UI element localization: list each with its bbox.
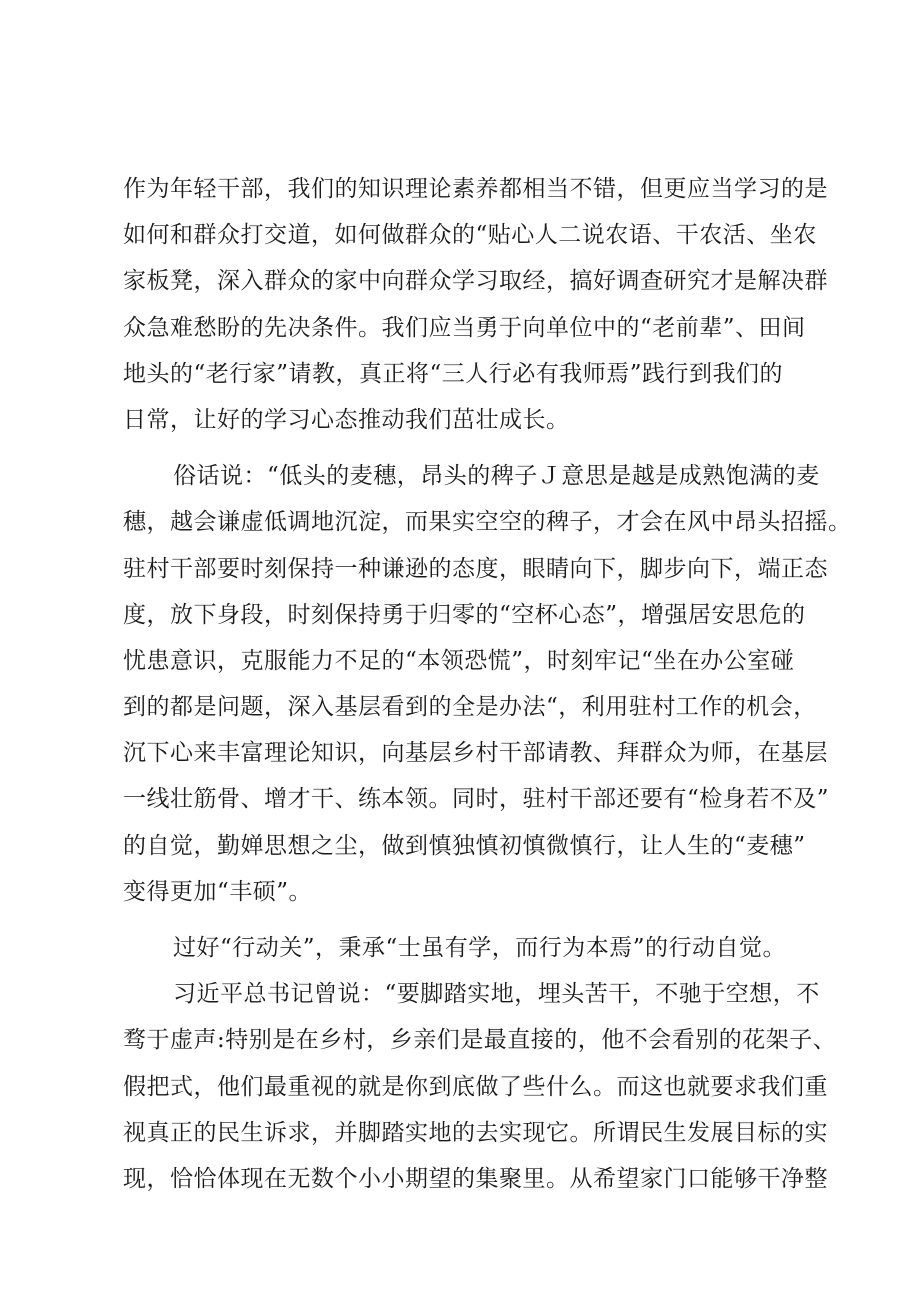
paragraph-2 (123, 453, 852, 915)
text-line: 一线壮筋骨、增才干、练本领。同时，驻村干部还要有“检身若不及” (123, 786, 830, 813)
paragraph-spacer (123, 443, 823, 453)
text-line: 到的都是问题，深入基层看到的全是办法“，利用驻村工作的机会， (123, 694, 817, 721)
text-line: 视真正的民生诉求，并脚踏实地的去实现它。所谓民生发展目标的实 (123, 1119, 828, 1146)
text-line: 过好“行动关”，秉承“士虽有学，而行为本焉”的行动自觉。 (173, 935, 787, 961)
text-line: 骛于虚声:特别是在乡村，乡亲们是最直接的，他不会看别的花架子、 (123, 1027, 837, 1054)
text-line: 沉下心来丰富理论知识，向基层乡村干部请教、拜群众为师，在基层 (123, 740, 828, 767)
text-line: 如何和群众打交道，如何做群众的“贴心人二说农语、干农活、坐农 (123, 222, 817, 249)
document-body (123, 166, 852, 1202)
text-line: 驻村干部要时刻保持一种谦逊的态度，眼睛向下，脚步向下，端正态 (123, 555, 828, 582)
paragraph-spacer (123, 915, 823, 925)
text-line: 俗话说：“低头的麦穗，昂头的稗子Ｊ意思是越是成熟饱满的麦 (173, 463, 820, 490)
paragraph-4 (123, 971, 837, 1202)
paragraph-1 (123, 166, 828, 443)
text-line: 度，放下身段，时刻保持勇于归零的“空杯心态”，增强居安思危的 (123, 601, 806, 628)
text-line: 假把式，他们最重视的就是你到底做了些什么。而这也就要求我们重 (123, 1073, 828, 1100)
text-line: 家板凳，深入群众的家中向群众学习取经，搞好调查研究才是解决群 (123, 268, 828, 295)
text-line: 现，恰恰体现在无数个小小期望的集聚里。从希望家门口能够干净整 (123, 1165, 828, 1192)
text-line: 习近平总书记曾说：“要脚踏实地，埋头苦干，不驰于空想，不 (173, 981, 820, 1008)
text-line: 日常，让好的学习心态推动我们茁壮成长。 (123, 406, 570, 433)
text-line: 忧患意识，克服能力不足的“本领恐慌”，时刻牢记“坐在办公室碰 (123, 647, 795, 674)
paragraph-3 (123, 925, 823, 971)
text-line: 变得更加“丰硕”。 (123, 878, 313, 905)
text-line: 众急难愁盼的先决条件。我们应当勇于向单位中的“老前辈”、田间 (123, 314, 806, 341)
text-line: 穗，越会谦虚低调地沉淀，而果实空空的稗子，才会在风中昂头招摇。 (123, 509, 852, 536)
text-line: 的自觉，勤婵思想之尘，做到慎独慎初慎微慎行，让人生的“麦穗” (123, 832, 806, 859)
text-line: 地头的“老行家”请教，真正将“三人行必有我师焉”践行到我们的 (123, 360, 784, 387)
text-line: 作为年轻干部，我们的知识理论素养都相当不错，但更应当学习的是 (123, 176, 828, 202)
